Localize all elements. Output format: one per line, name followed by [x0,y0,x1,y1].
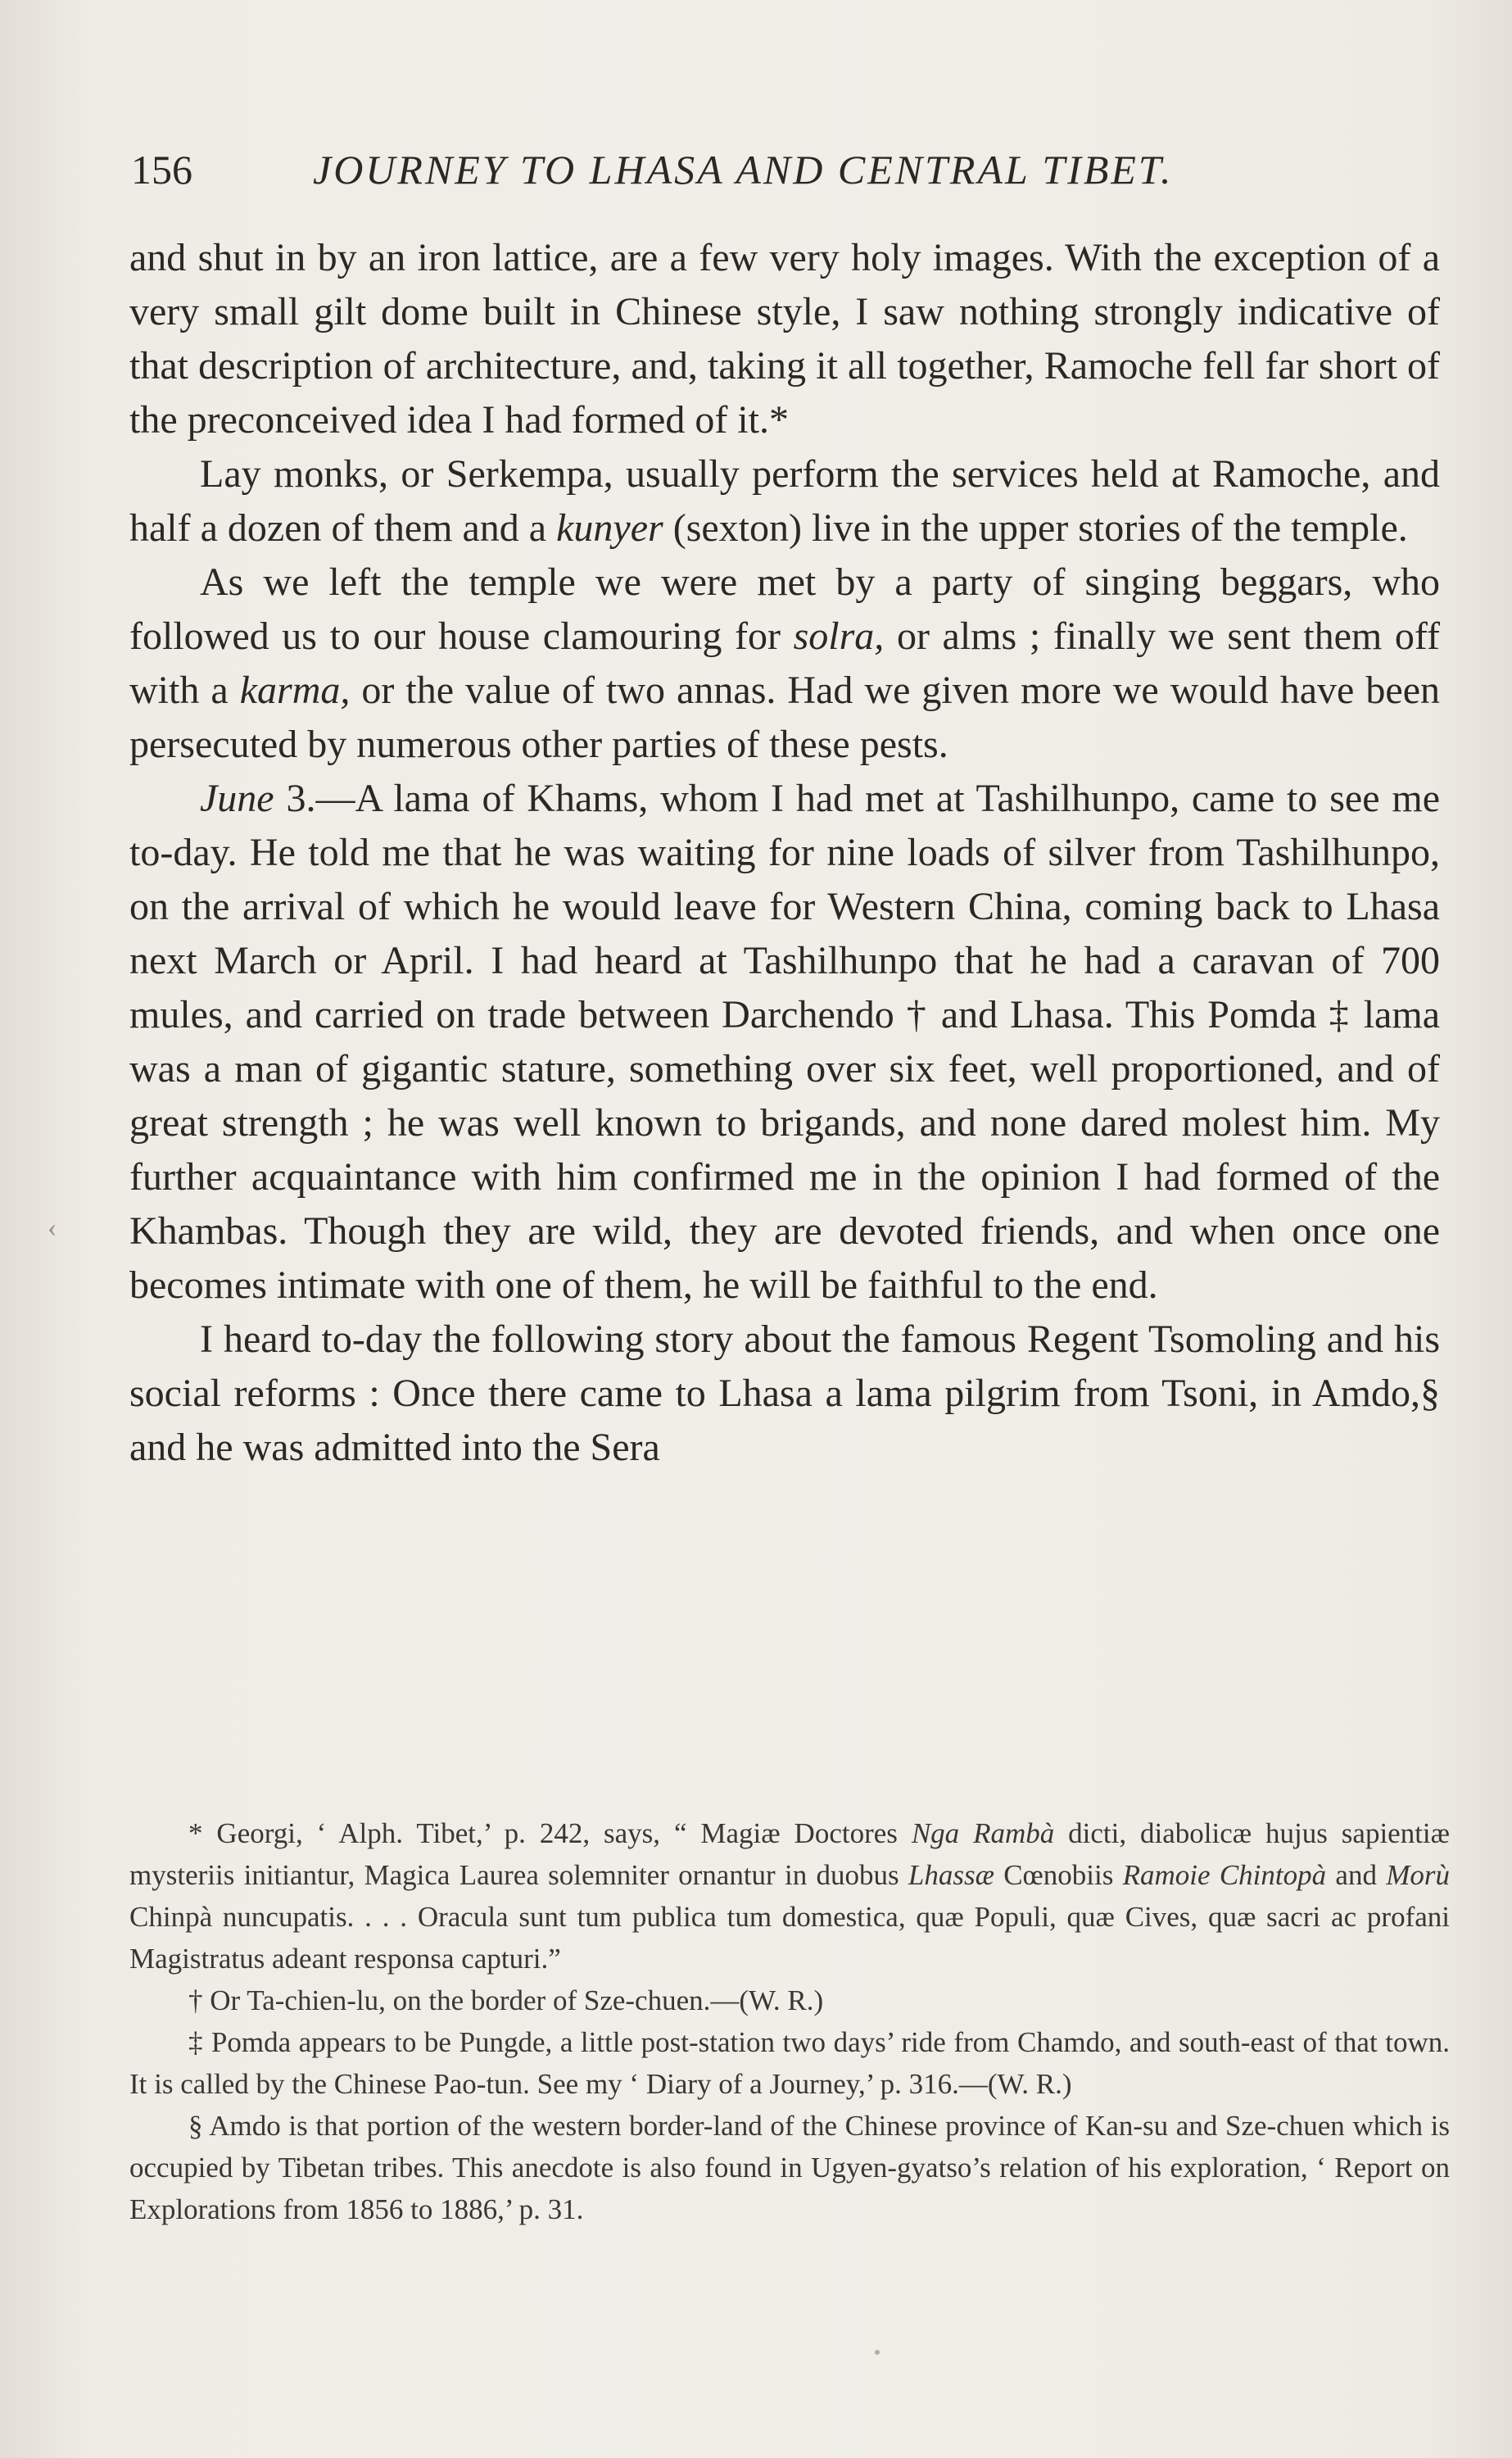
footnote-text: § Amdo is that portion of the western border-land of the Chinese province of Kan-su and Sze-chuen which is occupied by Tibetan tribes. This anecdote is also found in Ugyen-gyatso’s relation of his exploration, ‘ Report on Explorations from 1856 to 1886,’ p. 31. [129,2110,1450,2225]
paragraph-text: Lay monks, or Serkempa, usually perform the services held at Ramoche, and half a dozen of them and a [129,452,1440,550]
footnote-text: Chinpà nuncupatis. . . . Oracula sunt tum publica tum domestica, quæ Populi, quæ Cives, quæ sacri ac profani Magistratus adeant responsa capturi.” [129,1901,1450,1975]
paragraph-3 [129,556,1440,772]
footnote-1 [129,1812,1450,1980]
italic-term: Ramoie Chintopà [1122,1859,1327,1891]
paragraph-text: or alms ; finally we sent them off with a [129,614,1441,712]
body-text [129,231,1440,1475]
footnote-text: * Georgi, ‘ Alph. Tibet,’ p. 242, says, “ Magiæ Doctores [188,1817,912,1849]
paragraph-text: or the value of two annas. Had we given more we would have been persecuted by numerous other parties of these pests. [129,669,1441,766]
footnote-text: † Or Ta-chien-lu, on the border of Sze-chuen.—(W. R.) [188,1984,824,2016]
italic-term: Nga Rambà [911,1817,1055,1849]
paragraph-text: I heard to-day the following story about the famous Regent Tsomoling and his social reforms : Once there came to Lhasa a lama pilgrim from Tsoni, in Amdo,§ and he was admitted into the Sera [129,1317,1440,1469]
italic-date: June [200,777,274,820]
page-speck [875,2350,880,2355]
footnotes [129,1812,1450,2230]
footnote-text: dicti, diabolicæ hujus sapientiæ mysteriis initiantur, Magica Laurea solemniter ornantur in duobus [129,1817,1450,1891]
footnote-2 [129,1980,1450,2021]
paragraph-5 [129,1313,1440,1475]
italic-term: Morù [1386,1859,1450,1891]
footnote-text: Cœnobiis [994,1859,1123,1891]
paragraph-4 [129,772,1440,1313]
paragraph-text: (sexton) live in the upper stories of the temple. [663,506,1408,550]
page-number: 156 [131,147,192,193]
paragraph-text: As we left the temple we were met by a party of singing beggars, who followed us to our house clamouring for [129,560,1440,658]
footnote-text: ‡ Pomda appears to be Pungde, a little post-station two days’ ride from Chamdo, and south-east of that town. It is called by the Chinese Pao-tun. See my ‘ Diary of a Journey,’ p. 316.—(W. R.) [129,2026,1450,2100]
footnote-text: and [1326,1859,1387,1891]
footnote-4 [129,2105,1450,2230]
italic-term: kunyer [556,506,663,550]
paragraph-2 [129,447,1440,556]
italic-term: Lhassæ [908,1859,994,1891]
footnote-3 [129,2021,1450,2105]
paragraph-text: 3.—A lama of Khams, whom I had met at Tashilhunpo, came to see me to-day. He told me that he was waiting for nine loads of silver from Tashilhunpo, on the arrival of which he would leave for Western China, coming back to Lhasa next March or April. I had heard at Tashilhunpo that he had a caravan of 700 mules, and carried on trade between Darchendo † and Lhasa. This Pomda ‡ lama was a man of gigantic stature, something over six feet, well proportioned, and of great strength ; he was well known to brigands, and none dared molest him. My further acquaintance with him confirmed me in the opinion I had formed of the Khambas. Though they are wild, they are devoted friends, and when once one becomes intimate with one of them, he will be faithful to the end. [129,777,1440,1307]
margin-mark: ‹ [48,1213,57,1243]
italic-term: karma, [239,669,351,712]
running-title: JOURNEY TO LHASA AND CENTRAL TIBET. [313,147,1174,193]
page-header [131,146,1442,203]
paragraph-1 [129,231,1440,447]
italic-term: solra, [793,614,885,658]
paragraph-text: and shut in by an iron lattice, are a few very holy images. With the exception of a very small gilt dome built in Chinese style, I saw nothing strongly indicative of that description of architecture, and, taking it all together, Ramoche fell far short of the preconceived idea I had formed of it.* [129,236,1440,442]
